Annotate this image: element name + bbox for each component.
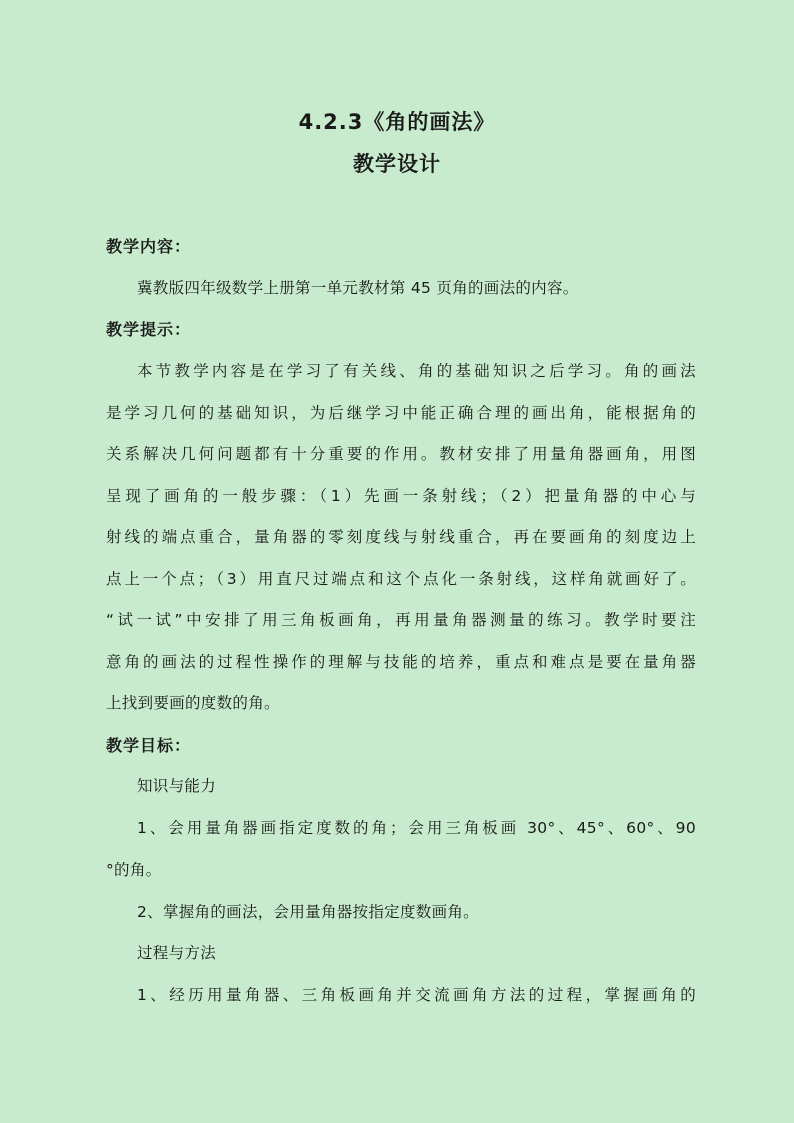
content-paragraph: 冀教版四年级数学上册第一单元教材第 45 页角的画法的内容。 xyxy=(137,279,579,297)
section-heading-goals: 教学目标： xyxy=(106,736,192,755)
hint-line: 上找到要画的度数的角。 xyxy=(106,694,280,712)
document-subtitle: 教学设计 xyxy=(353,152,441,176)
hint-line: 点上一个点；（3）用直尺过端点和这个点化一条射线，这样角就画好了。 xyxy=(106,570,696,588)
hint-line: 意角的画法的过程性操作的理解与技能的培养，重点和难点是要在量角器 xyxy=(106,653,696,671)
goal-item: 1、会用量角器画指定度数的角；会用三角板画 30°、45°、60°、90 xyxy=(137,819,696,837)
hint-line: 射线的端点重合，量角器的零刻度线与射线重合，再在要画角的刻度边上 xyxy=(106,528,696,546)
hint-line: 呈现了画角的一般步骤：（1）先画一条射线；（2）把量角器的中心与 xyxy=(106,487,696,505)
goal-subheading-process: 过程与方法 xyxy=(137,944,217,962)
hint-line: 关系解决几何问题都有十分重要的作用。教材安排了用量角器画角，用图 xyxy=(106,445,696,463)
hint-line: “试一试”中安排了用三角板画角，再用量角器测量的练习。教学时要注 xyxy=(106,611,696,629)
goal-item: 2、掌握角的画法，会用量角器按指定度数画角。 xyxy=(137,903,479,921)
section-heading-content: 教学内容： xyxy=(106,237,192,256)
hint-line: 是学习几何的基础知识，为后继学习中能正确合理的画出角，能根据角的 xyxy=(106,404,696,422)
goal-item: °的角。 xyxy=(106,861,162,879)
hint-line: 本节教学内容是在学习了有关线、角的基础知识之后学习。角的画法 xyxy=(137,362,696,380)
document-title: 4.2.3《角的画法》 xyxy=(298,110,496,134)
goal-subheading-knowledge: 知识与能力 xyxy=(137,777,217,795)
goal-item: 1、经历用量角器、三角板画角并交流画角方法的过程，掌握画角的 xyxy=(137,986,696,1004)
section-heading-hint: 教学提示： xyxy=(106,320,192,339)
